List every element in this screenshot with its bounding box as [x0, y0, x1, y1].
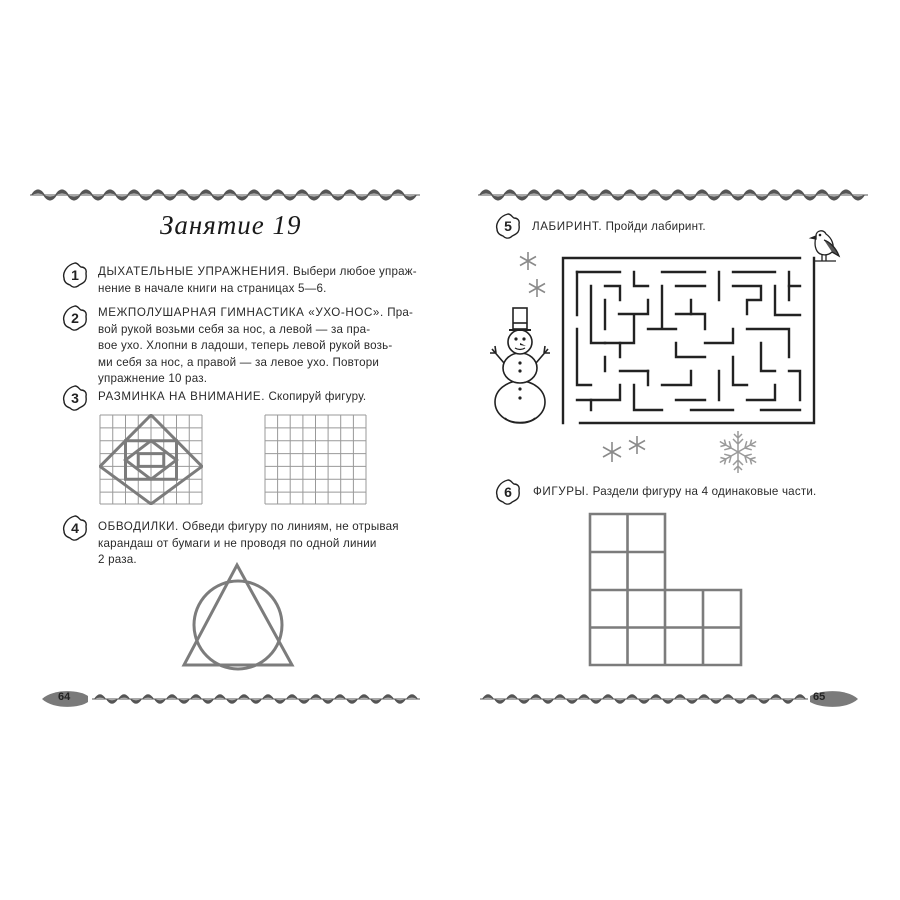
ornament-leaf	[343, 189, 357, 195]
ornament-leaf	[494, 699, 506, 704]
ornament-leaf	[551, 189, 565, 195]
ornament-leaf	[602, 694, 614, 699]
ornament-leaf	[223, 189, 237, 195]
right-page	[450, 0, 900, 900]
task-1-text: ДЫХАТЕЛЬНЫЕ УПРАЖНЕНИЯ. Выбери любое упраж- нение в начале книги на страницах 5—6.	[98, 265, 417, 295]
ornament-leaf	[130, 699, 142, 704]
top-ornament-right	[478, 182, 868, 208]
ornament-leaf	[659, 195, 673, 201]
ornament-leaf	[791, 189, 805, 195]
ornament-leaf	[178, 699, 190, 704]
big-snowflake-icon	[714, 428, 762, 476]
ornament-leaf	[79, 189, 93, 195]
ornament-leaf	[190, 694, 202, 699]
ornament-leaf	[250, 699, 262, 704]
ornament-leaf	[403, 195, 417, 201]
ornament-leaf	[259, 195, 273, 201]
ornament-leaf	[731, 195, 745, 201]
ornament-leaf	[506, 694, 518, 699]
ornament-leaf	[623, 189, 637, 195]
ornament-leaf	[530, 694, 542, 699]
ornament-leaf	[695, 189, 709, 195]
ornament-leaf	[743, 189, 757, 195]
ornament-leaf	[103, 189, 117, 195]
task-number-badge: 1	[62, 262, 88, 288]
ornament-leaf	[391, 189, 405, 195]
ornament-leaf	[758, 699, 770, 704]
ornament-leaf	[118, 694, 130, 699]
snowflake-icon	[626, 434, 648, 456]
ornament-leaf	[794, 694, 806, 699]
ornament-leaf	[527, 189, 541, 195]
ornament-leaf	[482, 694, 494, 699]
page-number: 64	[58, 691, 71, 703]
task-number-badge: 2	[62, 305, 88, 331]
ornament-leaf	[298, 699, 310, 704]
ornament-leaf	[851, 195, 865, 201]
ornament-leaf	[166, 694, 178, 699]
ornament-leaf	[707, 195, 721, 201]
ornament-leaf	[367, 189, 381, 195]
snowman-illustration	[486, 305, 554, 427]
ornament-leaf	[91, 195, 105, 201]
ornament-leaf	[722, 694, 734, 699]
task-heading: ДЫХАТЕЛЬНЫЕ УПРАЖНЕНИЯ.	[98, 265, 290, 278]
ornament-leaf	[355, 195, 369, 201]
ornament-leaf	[235, 195, 249, 201]
ornament-leaf	[638, 699, 650, 704]
ornament-leaf	[151, 189, 165, 195]
ornament-leaf	[382, 694, 394, 699]
ornament-leaf	[590, 699, 602, 704]
task-6-text: ФИГУРЫ. Раздели фигуру на 4 одинаковые части.	[533, 485, 817, 498]
task-number-badge: 3	[62, 385, 88, 411]
ornament-leaf	[247, 189, 261, 195]
ornament-leaf	[379, 195, 393, 201]
task-4-text: ОБВОДИЛКИ. Обведи фигуру по линиям, не отрывая карандаш от бумаги и не проводя по одной линии 2 раза.	[98, 520, 399, 566]
ornament-leaf	[767, 189, 781, 195]
ornament-leaf	[803, 195, 817, 201]
ornament-leaf	[55, 189, 69, 195]
ornament-leaf	[394, 699, 406, 704]
ornament-leaf	[286, 694, 298, 699]
ornament-leaf	[635, 195, 649, 201]
ornament-leaf	[839, 189, 853, 195]
bottom-ornament-left	[40, 686, 420, 712]
ornament-leaf	[115, 195, 129, 201]
ornament-leaf	[214, 694, 226, 699]
task-heading: ОБВОДИЛКИ.	[98, 520, 179, 533]
ornament-leaf	[683, 195, 697, 201]
task-heading: РАЗМИНКА НА ВНИМАНИЕ.	[98, 390, 266, 403]
ornament-leaf	[142, 694, 154, 699]
ornament-leaf	[43, 195, 57, 201]
ornament-leaf	[127, 189, 141, 195]
circle-triangle-figure	[180, 560, 298, 672]
ornament-leaf	[358, 694, 370, 699]
ornament-leaf	[271, 189, 285, 195]
copy-figure-sample	[99, 414, 203, 505]
ornament-leaf	[650, 694, 662, 699]
ornament-leaf	[827, 195, 841, 201]
ornament-leaf	[226, 699, 238, 704]
ornament-leaf	[199, 189, 213, 195]
copy-grid-empty	[264, 414, 367, 505]
ornament-leaf	[334, 694, 346, 699]
ornament-leaf	[406, 694, 418, 699]
ornament-leaf	[599, 189, 613, 195]
ornament-leaf	[575, 189, 589, 195]
task-5-text: ЛАБИРИНТ. Пройди лабиринт.	[532, 220, 706, 233]
top-ornament-left	[30, 182, 420, 208]
task-heading: ФИГУРЫ.	[533, 485, 590, 498]
bottom-ornament-right	[480, 686, 860, 712]
ornament-leaf	[671, 189, 685, 195]
task-2-text: МЕЖПОЛУШАРНАЯ ГИМНАСТИКА «УХО-НОС». Пра- вой рукой возьми себя за нос, а левой — за пра- вое ухо. Хлопни в ладоши, теперь левой рукой возь- ми себя за нос, а правой — за левое ухо. Повтори упражнение 10 раз.	[98, 306, 414, 385]
ornament-leaf	[503, 189, 517, 195]
ornament-leaf	[175, 189, 189, 195]
ornament-leaf	[542, 699, 554, 704]
maze-puzzle	[560, 255, 818, 427]
ornament-leaf	[163, 195, 177, 201]
ornament-leaf	[611, 195, 625, 201]
task-heading: МЕЖПОЛУШАРНАЯ ГИМНАСТИКА «УХО-НОС».	[98, 306, 384, 319]
ornament-leaf	[539, 195, 553, 201]
ornament-leaf	[479, 189, 493, 195]
ornament-leaf	[319, 189, 333, 195]
task-heading: ЛАБИРИНТ.	[532, 220, 603, 233]
ornament-leaf	[31, 189, 45, 195]
ornament-leaf	[554, 694, 566, 699]
ornament-leaf	[674, 694, 686, 699]
ornament-leaf	[274, 699, 286, 704]
ornament-leaf	[770, 694, 782, 699]
ornament-leaf	[626, 694, 638, 699]
ornament-leaf	[331, 195, 345, 201]
task-3-text: РАЗМИНКА НА ВНИМАНИЕ. Скопируй фигуру.	[98, 390, 367, 403]
ornament-leaf	[211, 195, 225, 201]
ornament-leaf	[295, 189, 309, 195]
ornament-leaf	[647, 189, 661, 195]
l-shape-figure	[588, 512, 744, 668]
ornament-leaf	[578, 694, 590, 699]
ornament-leaf	[154, 699, 166, 704]
ornament-leaf	[139, 195, 153, 201]
ornament-leaf	[310, 694, 322, 699]
ornament-leaf	[746, 694, 758, 699]
ornament-leaf	[187, 195, 201, 201]
ornament-leaf	[515, 195, 529, 201]
ornament-leaf	[322, 699, 334, 704]
ornament-leaf	[779, 195, 793, 201]
ornament-leaf	[94, 694, 106, 699]
ornament-leaf	[491, 195, 505, 201]
page-title: Занятие 19	[160, 210, 302, 240]
ornament-leaf	[755, 195, 769, 201]
ornament-leaf	[734, 699, 746, 704]
snowflake-icon	[600, 440, 624, 464]
task-number-badge: 4	[62, 515, 88, 541]
ornament-leaf	[370, 699, 382, 704]
ornament-leaf	[202, 699, 214, 704]
ornament-leaf	[719, 189, 733, 195]
ornament-leaf	[686, 699, 698, 704]
task-number-badge: 6	[495, 479, 521, 505]
ornament-leaf	[662, 699, 674, 704]
ornament-leaf	[262, 694, 274, 699]
ornament-leaf	[346, 699, 358, 704]
task-number-badge: 5	[495, 213, 521, 239]
snowflake-icon	[526, 277, 548, 299]
ornament-leaf	[587, 195, 601, 201]
ornament-leaf	[283, 195, 297, 201]
ornament-leaf	[710, 699, 722, 704]
ornament-leaf	[518, 699, 530, 704]
page-number: 65	[813, 691, 826, 703]
ornament-leaf	[566, 699, 578, 704]
ornament-leaf	[563, 195, 577, 201]
ornament-leaf	[238, 694, 250, 699]
snowflake-icon	[517, 250, 539, 272]
ornament-leaf	[815, 189, 829, 195]
ornament-leaf	[614, 699, 626, 704]
ornament-leaf	[698, 694, 710, 699]
ornament-leaf	[67, 195, 81, 201]
ornament-leaf	[106, 699, 118, 704]
ornament-leaf	[782, 699, 794, 704]
ornament-leaf	[307, 195, 321, 201]
